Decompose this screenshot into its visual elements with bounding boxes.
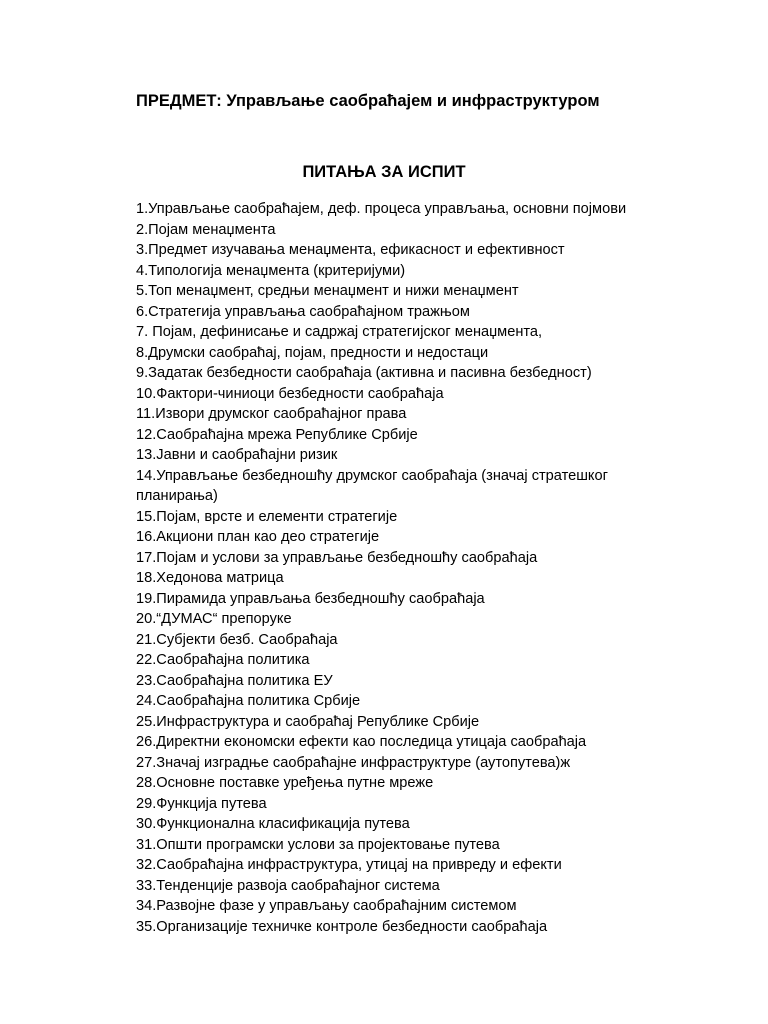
question-item: 22.Саобраћајна политика: [136, 652, 310, 668]
question-list: [136, 199, 676, 937]
question-item: 9.Задатак безбедности саобраћаја (активна и пасивна безбедност): [136, 365, 592, 381]
question-item: 21.Субјекти безб. Саобраћаја: [136, 631, 338, 648]
question-item: 12.Саобраћајна мрежа Републике Србије: [136, 426, 418, 443]
question-item: 26.Директни економски ефекти као последица утицаја саобраћаја: [136, 734, 587, 750]
question-item: 3.Предмет изучавања менаџмента, ефикасност и ефективност: [136, 242, 565, 258]
question-item: 4.Типологија менаџмента (критеријуми): [136, 262, 406, 279]
question-item: 16.Акциони план као део стратегије: [136, 529, 380, 545]
question-item: 25.Инфраструктура и саобраћај Републике Србије: [136, 713, 480, 730]
question-item: 34.Развојне фазе у управљању саобраћајним системом: [136, 898, 517, 914]
question-item: 28.Основне поставке уређења путне мреже: [136, 775, 434, 791]
question-item: 14.Управљање безбедношћу друмског саобраћаја (значај стратешког планирања): [136, 467, 608, 504]
subject-title: ПРЕДМЕТ: Управљање саобраћајем и инфраструктуром: [136, 92, 600, 110]
question-item: 5.Топ менаџмент, средњи менаџмент и нижи менаџмент: [136, 283, 519, 299]
question-item: 35.Организације техничке контроле безбедности саобраћаја: [136, 918, 548, 935]
question-item: 33.Тенденције развоја саобраћајног система: [136, 877, 440, 894]
question-item: 10.Фактори-чиниоци безбедности саобраћаја: [136, 385, 444, 402]
question-item: 18.Хедонова матрица: [136, 570, 284, 586]
question-item: 2.Појам менаџмента: [136, 221, 276, 238]
question-item: 17.Појам и услови за управљање безбедношћу саобраћаја: [136, 549, 538, 566]
exam-questions-title: ПИТАЊА ЗА ИСПИТ: [302, 163, 466, 181]
question-item: 31.Општи програмски услови за пројектовање путева: [136, 836, 500, 853]
question-item: 6.Стратегија управљања саобраћајном тражњом: [136, 303, 470, 320]
question-item: 32.Саобраћајна инфраструктура, утицај на привреду и ефекти: [136, 857, 562, 873]
question-item: 7. Појам, дефинисање и садржај стратегијског менаџмента,: [136, 324, 543, 340]
question-item: 19.Пирамида управљања безбедношћу саобраћаја: [136, 590, 485, 607]
question-item: 13.Јавни и саобраћајни ризик: [136, 447, 338, 463]
question-item: 23.Саобраћајна политика ЕУ: [136, 672, 333, 689]
question-item: 20.“ДУМАС“ препоруке: [136, 611, 292, 627]
question-item: 29.Функција путева: [136, 795, 267, 812]
question-item: 11.Извори друмског саобраћајног права: [136, 406, 407, 422]
question-item: 30.Функционална класификација путева: [136, 816, 410, 832]
question-item: 8.Друмски саобраћај, појам, предности и недостаци: [136, 344, 489, 361]
question-item: 1.Управљање саобраћајем, деф. процеса управљања, основни појмови: [136, 201, 627, 217]
question-item: 24.Саобраћајна политика Србије: [136, 693, 361, 709]
question-item: 15.Појам, врсте и елементи стратегије: [136, 508, 398, 525]
question-item: 27.Значај изградње саобраћајне инфраструктуре (аутопутева)ж: [136, 754, 571, 771]
